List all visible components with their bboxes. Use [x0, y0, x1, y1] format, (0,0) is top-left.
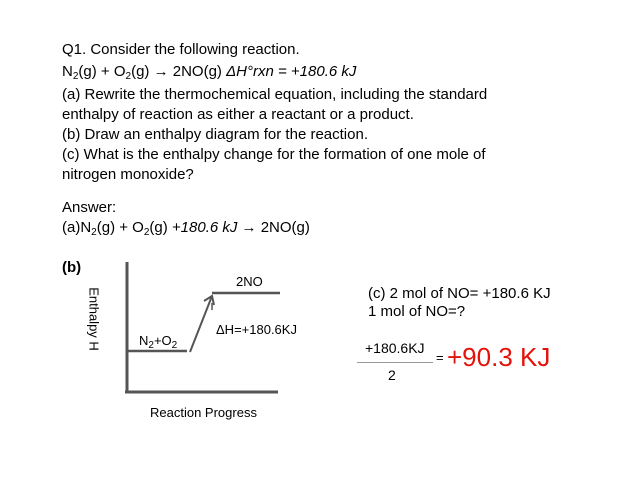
result-value: +90.3 KJ [447, 342, 551, 372]
reactant-mid: +O [153, 333, 172, 348]
x-axis-label: Reaction Progress [150, 405, 257, 420]
part-a-line1: (a) Rewrite the thermochemical equation, including the standard [62, 86, 488, 103]
n2-subscript: 2 [72, 71, 79, 82]
y-axis-label: Enthalpy H [86, 287, 102, 351]
delta-h-arrow-shaft [190, 296, 212, 352]
n2-text: N [62, 63, 73, 80]
part-a-line2: enthalpy of reaction as either a reactant or a product. [62, 106, 414, 123]
fraction-denominator: 2 [388, 367, 396, 383]
answer-a-mid2: (g) [149, 219, 172, 236]
fraction-numerator: +180.6KJ [365, 340, 425, 356]
reactant-sub2: 2 [171, 340, 178, 351]
question-title: Q1. Consider the following reaction. [62, 41, 300, 58]
product-label: 2NO [236, 274, 263, 289]
equals-sign: = [436, 350, 444, 365]
answer-a-prefix: (a)N [62, 219, 92, 236]
part-b-label: (b) [62, 259, 82, 276]
answer-a-sub2: 2 [143, 227, 150, 238]
o2-state: (g) → 2NO(g) [131, 63, 227, 80]
answer-a-energy: +180.6 kJ [171, 219, 238, 236]
fraction-bar [357, 362, 433, 363]
part-c-line1: (c) What is the enthalpy change for the formation of one mole of [62, 146, 486, 163]
answer-a-suffix: → 2NO(g) [237, 219, 310, 236]
delta-h-label: ΔH=+180.6KJ [216, 322, 297, 337]
calc-line1: (c) 2 mol of NO= +180.6 KJ [368, 285, 551, 302]
answer-label: Answer: [62, 199, 117, 216]
calc-line2: 1 mol of NO=? [368, 303, 466, 320]
n2-state: (g) + O [78, 63, 126, 80]
y-axis-label-wrap [84, 274, 104, 364]
reactant-n: N [139, 333, 149, 348]
part-b: (b) Draw an enthalpy diagram for the reaction. [62, 126, 368, 143]
reactant-label [139, 333, 178, 351]
o2-subscript: 2 [125, 71, 132, 82]
answer-a-sub1: 2 [91, 227, 97, 238]
reactant-sub1: 2 [148, 340, 154, 351]
delta-h-rxn: ΔH°rxn = +180.6 kJ [226, 63, 357, 80]
part-c-line2: nitrogen monoxide? [62, 166, 194, 183]
answer-a-mid: (g) + O [96, 219, 144, 236]
